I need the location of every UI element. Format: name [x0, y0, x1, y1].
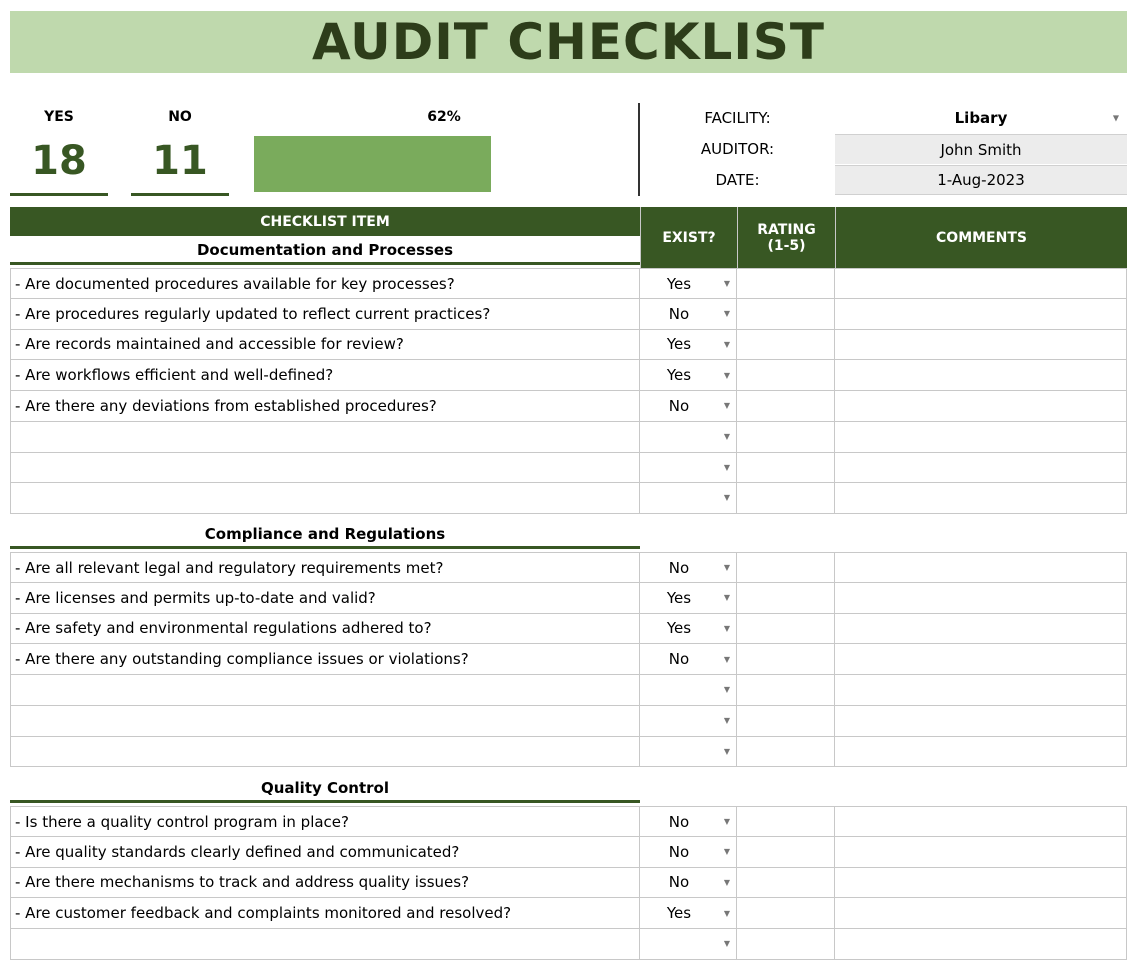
checklist-item-cell[interactable]: - Are records maintained and accessible for review?	[10, 329, 640, 359]
table-row	[10, 736, 1127, 767]
progress-bar	[254, 136, 636, 192]
chevron-down-icon[interactable]: ▼	[723, 462, 730, 472]
rating-cell[interactable]	[737, 299, 835, 329]
table-row	[10, 867, 1127, 898]
chevron-down-icon[interactable]: ▼	[723, 432, 730, 441]
table-row	[10, 929, 1127, 960]
comments-cell[interactable]	[835, 422, 1127, 452]
exist-value: No	[668, 396, 690, 415]
checklist-item-cell[interactable]	[10, 452, 640, 482]
chevron-down-icon[interactable]: ▼	[723, 654, 730, 664]
rating-cell[interactable]	[737, 583, 835, 613]
exist-value: Yes	[666, 335, 692, 354]
checklist-item-cell[interactable]: - Are documented procedures available for key processes?	[10, 269, 640, 298]
exist-value: Yes	[666, 904, 692, 923]
checklist-item-cell[interactable]: - Are all relevant legal and regulatory requirements met?	[10, 553, 640, 582]
page-title: AUDIT CHECKLIST	[311, 13, 826, 71]
no-underline	[131, 193, 229, 196]
exist-select[interactable]	[640, 736, 737, 766]
comments-cell[interactable]	[835, 553, 1127, 582]
exist-value: Yes	[666, 366, 692, 385]
auditor-field[interactable]: John Smith	[835, 134, 1127, 164]
exist-select[interactable]	[640, 329, 737, 359]
exist-select[interactable]	[640, 299, 737, 329]
table-row	[10, 898, 1127, 929]
facility-select[interactable]	[835, 103, 1127, 133]
rating-cell[interactable]	[737, 391, 835, 421]
checklist-item-cell[interactable]: - Are customer feedback and complaints monitored and resolved?	[10, 898, 640, 928]
rating-cell[interactable]	[737, 644, 835, 674]
exist-value: No	[668, 873, 690, 892]
chevron-down-icon[interactable]: ▼	[723, 685, 730, 695]
yes-count: 18	[31, 138, 87, 184]
exist-select[interactable]	[640, 929, 737, 959]
checklist-item-cell[interactable]: - Are quality standards clearly defined and communicated?	[10, 837, 640, 867]
comments-cell[interactable]	[835, 736, 1127, 766]
exist-select[interactable]	[640, 391, 737, 421]
checklist-item-cell[interactable]: - Are safety and environmental regulations adhered to?	[10, 613, 640, 643]
no-label: NO	[168, 109, 192, 125]
table-row	[10, 644, 1127, 675]
checklist-item-cell[interactable]: - Are there any outstanding compliance issues or violations?	[10, 644, 640, 674]
exist-select[interactable]	[640, 706, 737, 736]
exist-value: No	[668, 842, 690, 861]
section-title: Quality Control	[10, 775, 640, 803]
rating-cell[interactable]	[737, 675, 835, 705]
exist-select[interactable]	[640, 837, 737, 867]
facility-label: FACILITY:	[704, 109, 771, 127]
table-row	[10, 675, 1127, 706]
checklist-item-cell[interactable]	[10, 675, 640, 705]
table-row	[10, 360, 1127, 391]
rating-cell[interactable]	[737, 553, 835, 582]
table-row	[10, 552, 1127, 583]
rating-cell[interactable]	[737, 929, 835, 959]
exist-value: No	[668, 812, 690, 831]
percent-label: 62%	[427, 109, 461, 125]
chevron-down-icon[interactable]: ▼	[723, 401, 730, 411]
chevron-down-icon[interactable]: ▼	[723, 817, 730, 826]
rating-cell[interactable]	[737, 452, 835, 482]
chevron-down-icon[interactable]: ▼	[723, 339, 730, 349]
exist-select[interactable]	[640, 553, 737, 582]
checklist-item-cell[interactable]	[10, 422, 640, 452]
rating-cell[interactable]	[737, 329, 835, 359]
no-count: 11	[152, 138, 208, 184]
header-checklist-item: CHECKLIST ITEM	[10, 207, 640, 236]
exist-select[interactable]	[640, 675, 737, 705]
title-banner	[10, 11, 1127, 73]
comments-cell[interactable]	[835, 837, 1127, 867]
progress-fill	[254, 136, 491, 192]
chevron-down-icon[interactable]: ▼	[723, 493, 730, 503]
rating-cell[interactable]	[737, 360, 835, 390]
comments-cell[interactable]	[835, 898, 1127, 928]
date-label: DATE:	[715, 171, 760, 189]
comments-cell[interactable]	[835, 483, 1127, 513]
chevron-down-icon[interactable]: ▼	[723, 279, 730, 288]
table-row	[10, 299, 1127, 330]
chevron-down-icon[interactable]: ▼	[723, 877, 730, 887]
chevron-down-icon[interactable]: ▼	[723, 716, 730, 725]
exist-select[interactable]	[640, 613, 737, 643]
table-row	[10, 268, 1127, 299]
comments-cell[interactable]	[835, 613, 1127, 643]
header-exist: EXIST?	[640, 207, 737, 268]
checklist-item-cell[interactable]	[10, 736, 640, 766]
date-field[interactable]: 1-Aug-2023	[835, 165, 1127, 195]
checklist-item-cell[interactable]: - Are there mechanisms to track and address quality issues?	[10, 867, 640, 897]
exist-select[interactable]	[640, 867, 737, 897]
exist-select[interactable]	[640, 483, 737, 513]
comments-cell[interactable]	[835, 299, 1127, 329]
exist-select[interactable]	[640, 807, 737, 836]
comments-cell[interactable]	[835, 929, 1127, 959]
section-title: Compliance and Regulations	[10, 521, 640, 549]
exist-value: No	[668, 650, 690, 669]
exist-value: Yes	[666, 588, 692, 607]
yes-label: YES	[44, 109, 74, 125]
yes-underline	[10, 193, 108, 196]
chevron-down-icon[interactable]: ▼	[723, 593, 730, 603]
checklist-item-cell[interactable]	[10, 929, 640, 959]
table-row	[10, 583, 1127, 614]
table-row	[10, 837, 1127, 868]
exist-value: Yes	[666, 274, 692, 293]
rating-cell[interactable]	[737, 898, 835, 928]
table-row	[10, 806, 1127, 837]
exist-select[interactable]	[640, 360, 737, 390]
rating-cell[interactable]	[737, 613, 835, 643]
comments-cell[interactable]	[835, 675, 1127, 705]
table-row	[10, 706, 1127, 737]
chevron-down-icon[interactable]: ▼	[723, 370, 730, 380]
comments-cell[interactable]	[835, 452, 1127, 482]
rating-cell[interactable]	[737, 483, 835, 513]
chevron-down-icon[interactable]: ▼	[723, 309, 730, 319]
section-title: Documentation and Processes	[10, 237, 640, 265]
table-row	[10, 452, 1127, 483]
comments-cell[interactable]	[835, 583, 1127, 613]
comments-cell[interactable]	[835, 391, 1127, 421]
comments-cell[interactable]	[835, 807, 1127, 836]
checklist-item-cell[interactable]	[10, 706, 640, 736]
chevron-down-icon[interactable]: ▼	[723, 746, 730, 756]
table-row	[10, 329, 1127, 360]
table-row	[10, 613, 1127, 644]
checklist-item-cell[interactable]: - Are workflows efficient and well-defined?	[10, 360, 640, 390]
rating-cell[interactable]	[737, 837, 835, 867]
chevron-down-icon[interactable]: ▼	[723, 563, 730, 572]
exist-select[interactable]	[640, 452, 737, 482]
comments-cell[interactable]	[835, 644, 1127, 674]
rating-cell[interactable]	[737, 269, 835, 298]
exist-select[interactable]	[640, 644, 737, 674]
facility-value: Libary	[954, 109, 1008, 127]
header-comments: COMMENTS	[835, 207, 1127, 268]
chevron-down-icon[interactable]: ▼	[723, 847, 730, 857]
rating-cell[interactable]	[737, 867, 835, 897]
checklist-item-cell[interactable]	[10, 483, 640, 513]
exist-select[interactable]	[640, 422, 737, 452]
header-rating: RATING (1-5)	[737, 207, 835, 268]
exist-select[interactable]	[640, 269, 737, 298]
exist-select[interactable]	[640, 898, 737, 928]
rating-cell[interactable]	[737, 706, 835, 736]
checklist-item-cell[interactable]: - Is there a quality control program in place?	[10, 807, 640, 836]
checklist-item-cell[interactable]: - Are procedures regularly updated to reflect current practices?	[10, 299, 640, 329]
rating-cell[interactable]	[737, 807, 835, 836]
table-row	[10, 483, 1127, 514]
comments-cell[interactable]	[835, 269, 1127, 298]
table-row	[10, 391, 1127, 422]
chevron-down-icon[interactable]: ▼	[723, 908, 730, 918]
exist-value: Yes	[666, 619, 692, 638]
exist-select[interactable]	[640, 583, 737, 613]
chevron-down-icon[interactable]: ▼	[723, 623, 730, 633]
chevron-down-icon[interactable]: ▼	[1112, 113, 1119, 123]
auditor-label: AUDITOR:	[700, 140, 775, 158]
checklist-item-cell[interactable]: - Are there any deviations from established procedures?	[10, 391, 640, 421]
chevron-down-icon[interactable]: ▼	[723, 939, 730, 949]
exist-value: No	[668, 304, 690, 323]
exist-value: No	[668, 558, 690, 577]
rating-cell[interactable]	[737, 736, 835, 766]
table-row	[10, 422, 1127, 453]
rating-cell[interactable]	[737, 422, 835, 452]
comments-cell[interactable]	[835, 867, 1127, 897]
comments-cell[interactable]	[835, 360, 1127, 390]
checklist-item-cell[interactable]: - Are licenses and permits up-to-date and valid?	[10, 583, 640, 613]
comments-cell[interactable]	[835, 706, 1127, 736]
comments-cell[interactable]	[835, 329, 1127, 359]
